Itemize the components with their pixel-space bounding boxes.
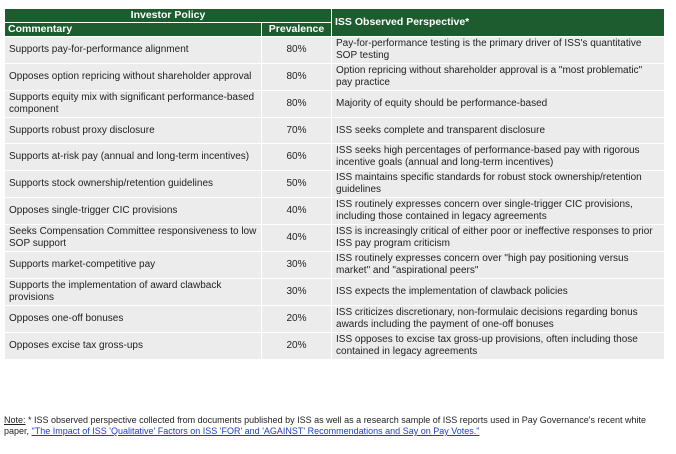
footnote: [4, 415, 668, 437]
table-row: [5, 279, 665, 306]
table-row: [5, 333, 665, 360]
note-text: * ISS observed perspective collected from documents published by ISS as well as a research sample of ISS reports used in Pay Governance's recent white paper,: [4, 415, 647, 436]
table-row: [5, 306, 665, 333]
commentary-cell: Supports stock ownership/retention guidelines: [5, 171, 262, 198]
table-row: [5, 91, 665, 118]
commentary-cell: Supports robust proxy disclosure: [5, 118, 262, 144]
table-row: [5, 225, 665, 252]
prevalence-cell: 60%: [262, 144, 332, 171]
commentary-cell: Opposes excise tax gross-ups: [5, 333, 262, 360]
table-row: [5, 252, 665, 279]
perspective-cell: Option repricing without shareholder approval is a "most problematic" pay practice: [332, 64, 665, 91]
commentary-cell: Supports equity mix with significant performance-based component: [5, 91, 262, 118]
prevalence-cell: 80%: [262, 91, 332, 118]
prevalence-cell: 40%: [262, 198, 332, 225]
perspective-cell: ISS expects the implementation of clawback policies: [332, 279, 665, 306]
perspective-cell: ISS seeks high percentages of performance-based pay with rigorous incentive goals (annual and long-term incentives): [332, 144, 665, 171]
policy-table-container: [4, 8, 664, 360]
perspective-cell: ISS opposes to excise tax gross-up provisions, often including those contained in legacy agreements: [332, 333, 665, 360]
perspective-cell: Majority of equity should be performance-based: [332, 91, 665, 118]
commentary-cell: Supports pay-for-performance alignment: [5, 37, 262, 64]
prevalence-cell: 70%: [262, 118, 332, 144]
prevalence-header: Prevalence: [262, 23, 332, 37]
investor-policy-header: Investor Policy: [5, 9, 332, 23]
table-row: [5, 64, 665, 91]
commentary-cell: Supports the implementation of award clawback provisions: [5, 279, 262, 306]
header-row-top: [5, 9, 665, 23]
perspective-cell: ISS seeks complete and transparent disclosure: [332, 118, 665, 144]
white-paper-link[interactable]: "The Impact of ISS 'Qualitative' Factors on ISS 'FOR' and 'AGAINST' Recommendations and Say on Pay Votes.": [31, 426, 480, 436]
commentary-cell: Opposes option repricing without shareholder approval: [5, 64, 262, 91]
commentary-header: Commentary: [5, 23, 262, 37]
table-body: [5, 37, 665, 360]
prevalence-cell: 80%: [262, 64, 332, 91]
commentary-cell: Opposes single-trigger CIC provisions: [5, 198, 262, 225]
table-row: [5, 171, 665, 198]
commentary-cell: Seeks Compensation Committee responsiveness to low SOP support: [5, 225, 262, 252]
prevalence-cell: 20%: [262, 333, 332, 360]
prevalence-cell: 30%: [262, 279, 332, 306]
table-row: [5, 37, 665, 64]
prevalence-cell: 50%: [262, 171, 332, 198]
prevalence-cell: 30%: [262, 252, 332, 279]
commentary-cell: Opposes one-off bonuses: [5, 306, 262, 333]
perspective-cell: ISS criticizes discretionary, non-formulaic decisions regarding bonus awards including the payment of one-off bonuses: [332, 306, 665, 333]
investor-policy-table: [4, 8, 665, 360]
commentary-cell: Supports market-competitive pay: [5, 252, 262, 279]
perspective-cell: ISS routinely expresses concern over single-trigger CIC provisions, including those contained in legacy agreements: [332, 198, 665, 225]
commentary-cell: Supports at-risk pay (annual and long-term incentives): [5, 144, 262, 171]
table-row: [5, 144, 665, 171]
perspective-cell: ISS maintains specific standards for robust stock ownership/retention guidelines: [332, 171, 665, 198]
perspective-cell: ISS is increasingly critical of either poor or ineffective responses to prior ISS pay program criticism: [332, 225, 665, 252]
note-label: Note:: [4, 415, 26, 425]
iss-perspective-header: ISS Observed Perspective*: [332, 9, 665, 37]
prevalence-cell: 80%: [262, 37, 332, 64]
table-row: [5, 118, 665, 144]
table-row: [5, 198, 665, 225]
prevalence-cell: 20%: [262, 306, 332, 333]
perspective-cell: ISS routinely expresses concern over "high pay positioning versus market" and "aspirational peers": [332, 252, 665, 279]
perspective-cell: Pay-for-performance testing is the primary driver of ISS's quantitative SOP testing: [332, 37, 665, 64]
prevalence-cell: 40%: [262, 225, 332, 252]
